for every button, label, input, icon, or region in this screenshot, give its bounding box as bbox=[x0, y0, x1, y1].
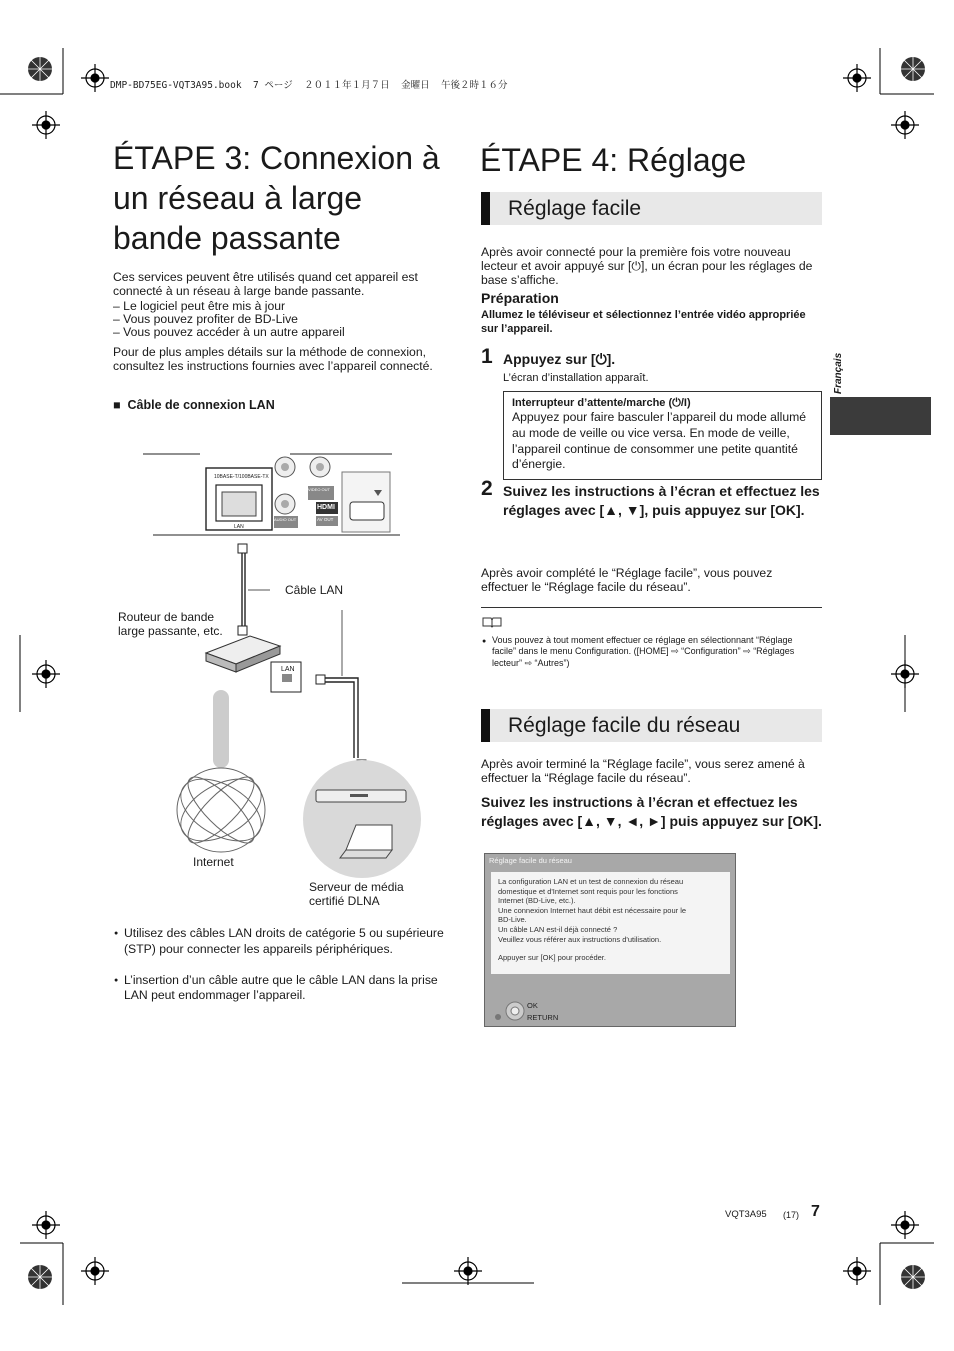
panel-audio-label: AUDIO OUT bbox=[274, 517, 297, 522]
step3-more-info: Pour de plus amples détails sur la méthode de connexion, consultez les instructions fournies avec l’appareil connecté. bbox=[113, 345, 433, 373]
standby-note-title: Interrupteur d’attente/marche (⏻/I) bbox=[512, 397, 691, 409]
page-number: 7 bbox=[811, 1203, 820, 1220]
file-header-line: DMP-BD75EG-VQT3A95.book 7 ページ ２０１１年１月７日 金曜日 午後２時１６分 bbox=[110, 80, 508, 91]
step3-title: ÉTAPE 3: Connexion à un réseau à large bande passante bbox=[113, 140, 440, 256]
section-network-setup: Réglage facile du réseau bbox=[481, 709, 822, 742]
label-lan-port: LAN bbox=[281, 666, 295, 673]
list-item: – Vous pouvez profiter de BD-Live bbox=[113, 312, 298, 326]
note-cable-type: ● Utilisez des câbles LAN droits de catégorie 5 ou supérieure (STP) pour connecter les appareils périphériques. bbox=[124, 925, 454, 957]
screen-line: Un câble LAN est-il déjà connecté ? bbox=[498, 924, 618, 934]
label-dlna-server: Serveur de média certifié DLNA bbox=[309, 880, 404, 908]
preparation-text: Allumez le téléviseur et sélectionnez l’entrée vidéo appropriée sur l’appareil. bbox=[481, 309, 806, 335]
step3-intro: Ces services peuvent être utilisés quand cet appareil est connecté à un réseau à large bande passante. bbox=[113, 270, 418, 298]
screen-ok-label: OK bbox=[527, 1001, 538, 1010]
connection-diagram bbox=[110, 440, 460, 920]
screen-line: Internet (BD-Live, etc.). bbox=[498, 896, 576, 906]
after-easy-setup-text: Après avoir complété le “Réglage facile”, vous pouvez effectuer le “Réglage facile du réseau”. bbox=[481, 566, 773, 594]
screen-line: domestique et d'Internet sont requis pour les fonctions bbox=[498, 886, 678, 896]
screen-title: Réglage facile du réseau bbox=[489, 856, 572, 865]
panel-video-label: VIDEO OUT bbox=[308, 487, 331, 492]
note-cable-warning: ● L’insertion d’un câble autre que le câble LAN dans la prise LAN peut endommager l’appareil. bbox=[124, 973, 454, 1002]
panel-av-label: AV OUT bbox=[317, 517, 334, 522]
screen-line: Veuillez vous référer aux instructions d'utilisation. bbox=[498, 934, 662, 944]
screen-prompt: Appuyer sur [OK] pour procéder. bbox=[498, 953, 606, 963]
book-icon bbox=[482, 616, 502, 628]
standby-note-text: Appuyez pour faire basculer l’appareil du mode allumé au mode de veille ou vice versa. En mode de veille, l’appareil continue de consommer une petite quantité d’énergie. bbox=[512, 410, 807, 472]
screen-return-label: RETURN bbox=[527, 1013, 559, 1022]
screen-line: La configuration LAN et un test de connexion du réseau bbox=[498, 877, 684, 886]
label-internet: Internet bbox=[193, 855, 234, 869]
language-tab bbox=[830, 397, 931, 435]
screen-message bbox=[491, 872, 730, 974]
section-easy-setup: Réglage facile bbox=[481, 192, 822, 225]
label-router: Routeur de bande large passante, etc. bbox=[118, 610, 223, 638]
step2-number: 2 bbox=[481, 477, 493, 500]
divider bbox=[481, 607, 822, 608]
list-item: – Le logiciel peut être mis à jour bbox=[113, 299, 286, 313]
label-lan-cable: Câble LAN bbox=[285, 583, 344, 597]
step1-number: 1 bbox=[481, 345, 493, 368]
preparation-heading: Préparation bbox=[481, 290, 559, 306]
tip-text: ● Vous pouvez à tout moment effectuer ce réglage en sélectionnant “Réglage facile” dans le menu Configuration. ([HOME] ⇨ “Configuration” ⇨ “Réglages lecteur” ⇨ “Autres”) bbox=[492, 635, 812, 669]
panel-port-label: 10BASE-T/100BASE-TX bbox=[214, 474, 269, 480]
dpad-icon bbox=[493, 1000, 527, 1022]
network-setup-instructions: Suivez les instructions à l’écran et effectuez les réglages avec [▲, ▼, ◄, ►] puis appuyez sur [OK]. bbox=[481, 794, 822, 829]
language-side-label: Français bbox=[833, 352, 844, 394]
screen-line: BD-Live. bbox=[498, 915, 527, 925]
network-setup-screen bbox=[484, 853, 736, 1027]
easy-setup-intro: Après avoir connecté pour la première fois votre nouveau lecteur et avoir appuyé sur [⏻], un écran pour les réglages de base s’affiche. bbox=[481, 245, 813, 287]
step4-title: ÉTAPE 4: Réglage bbox=[480, 142, 747, 178]
footer-subpage: (17) bbox=[783, 1210, 800, 1220]
step2-text: Suivez les instructions à l’écran et effectuez les réglages avec [▲, ▼], puis appuyez sur [OK]. bbox=[503, 483, 820, 518]
panel-hdmi-label: HDMI bbox=[317, 504, 335, 511]
standby-note-box bbox=[503, 391, 822, 480]
cable-heading: ■ Câble de connexion LAN bbox=[113, 398, 275, 412]
screen-line: Une connexion Internet haut débit est nécessaire pour le bbox=[498, 905, 687, 915]
list-item: – Vous pouvez accéder à un autre appareil bbox=[113, 325, 345, 339]
panel-lan-label: LAN bbox=[234, 524, 244, 530]
footer-code: VQT3A95 bbox=[725, 1209, 767, 1220]
network-setup-intro: Après avoir terminé la “Réglage facile”, vous serez amené à effectuer la “Réglage facile du réseau”. bbox=[481, 757, 805, 785]
step1-subtext: L’écran d’installation apparaît. bbox=[503, 372, 649, 384]
step1-text: Appuyez sur [⏻]. bbox=[503, 351, 616, 367]
